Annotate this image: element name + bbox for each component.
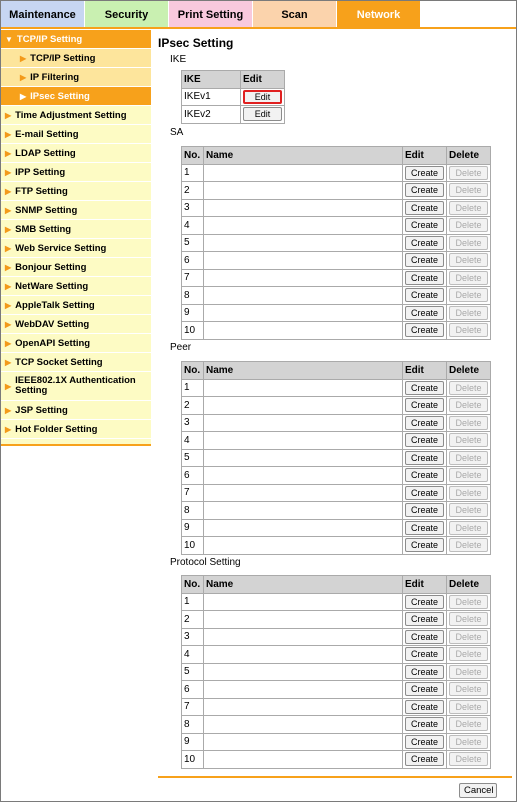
row-number: 2 [182,397,204,415]
triangle-right-icon: ▶ [5,338,12,348]
sidebar-item[interactable] [1,68,151,87]
sidebar-item[interactable] [1,49,151,68]
triangle-right-icon: ▶ [5,110,12,120]
peer-delete-button: Delete [449,503,488,517]
row-number: 7 [182,698,204,716]
peer-delete-button: Delete [449,398,488,412]
ike-name: IKEv1 [182,88,241,106]
sidebar-item[interactable] [1,372,151,401]
triangle-right-icon: ▶ [5,405,12,415]
ike-name: IKEv2 [182,106,241,124]
peer-create-button[interactable]: Create [405,433,444,447]
peer-delete-button: Delete [449,433,488,447]
table-row [182,164,491,182]
row-number: 6 [182,252,204,270]
triangle-right-icon: ▶ [5,262,12,272]
triangle-right-icon: ▶ [5,300,12,310]
sa-delete-button: Delete [449,183,488,197]
sa-create-button[interactable]: Create [405,218,444,232]
row-name [204,414,403,432]
row-name [204,698,403,716]
table-row [182,432,491,450]
table-row [182,182,491,200]
sidebar-item[interactable] [1,125,151,144]
protocol-delete-button: Delete [449,630,488,644]
sidebar-item[interactable] [1,315,151,334]
sa-create-button[interactable]: Create [405,271,444,285]
sidebar-item[interactable] [1,420,151,439]
protocol-delete-button: Delete [449,735,488,749]
sa-header-no: No. [182,147,204,165]
sa-delete-button: Delete [449,271,488,285]
row-number: 9 [182,733,204,751]
sa-delete-button: Delete [449,236,488,250]
table-row [182,467,491,485]
table-row [182,537,491,555]
sidebar-item[interactable] [1,258,151,277]
protocol-create-button[interactable]: Create [405,612,444,626]
row-number: 1 [182,164,204,182]
peer-delete-button: Delete [449,538,488,552]
row-name [204,537,403,555]
protocol-create-button[interactable]: Create [405,682,444,696]
edit-ikev2-button[interactable]: Edit [243,107,282,121]
triangle-right-icon: ▶ [5,224,12,234]
peer-header-no: No. [182,362,204,380]
table-row [182,449,491,467]
sidebar-item-label: NetWare Setting [15,280,89,292]
peer-delete-button: Delete [449,416,488,430]
sa-delete-button: Delete [449,218,488,232]
peer-delete-button: Delete [449,451,488,465]
sidebar-item[interactable] [1,220,151,239]
sidebar-item-label: JSP Setting [15,404,68,416]
sidebar-bottom-rule [1,444,151,446]
peer-delete-button: Delete [449,521,488,535]
triangle-right-icon: ▶ [5,167,12,177]
sa-section-label: SA [170,127,184,138]
row-number: 10 [182,537,204,555]
row-number: 3 [182,414,204,432]
peer-delete-button: Delete [449,381,488,395]
sidebar-item[interactable] [1,106,151,125]
sidebar-item[interactable] [1,87,151,106]
sidebar-item-label: IPP Setting [15,166,66,178]
peer-create-button[interactable]: Create [405,538,444,552]
row-name [204,663,403,681]
row-number: 6 [182,467,204,485]
table-row [182,484,491,502]
row-name [204,628,403,646]
sa-delete-button: Delete [449,201,488,215]
sa-create-button[interactable]: Create [405,183,444,197]
sidebar-item-label: TCP/IP Setting [16,33,83,45]
row-name [204,164,403,182]
sa-create-button[interactable]: Create [405,201,444,215]
sa-create-button[interactable]: Create [405,323,444,337]
triangle-right-icon: ▶ [20,53,27,63]
sa-delete-button: Delete [449,288,488,302]
table-row [182,199,491,217]
table-row [182,269,491,287]
ike-table [181,70,285,124]
peer-create-button[interactable]: Create [405,416,444,430]
peer-create-button[interactable]: Create [405,486,444,500]
peer-header-name: Name [204,362,403,380]
row-name [204,593,403,611]
peer-create-button[interactable]: Create [405,381,444,395]
sa-delete-button: Delete [449,253,488,267]
sidebar-item-label: TCP Socket Setting [15,356,103,368]
sidebar-item-label: SNMP Setting [15,204,78,216]
sidebar-item-label: Hot Folder Setting [15,423,98,435]
triangle-right-icon: ▶ [5,129,12,139]
table-row [182,379,491,397]
cancel-button[interactable]: Cancel [459,783,497,798]
table-row [182,751,491,769]
sidebar-item[interactable] [1,239,151,258]
protocol-delete-button: Delete [449,647,488,661]
protocol-create-button[interactable]: Create [405,595,444,609]
peer-header-delete: Delete [447,362,491,380]
row-number: 9 [182,519,204,537]
sa-create-button[interactable]: Create [405,306,444,320]
row-name [204,322,403,340]
row-name [204,681,403,699]
peer-create-button[interactable]: Create [405,503,444,517]
triangle-right-icon: ▶ [5,148,12,158]
row-number: 8 [182,502,204,520]
sidebar-item[interactable] [1,353,151,372]
triangle-right-icon: ▶ [5,424,12,434]
row-number: 4 [182,217,204,235]
sidebar-item[interactable] [1,30,151,49]
table-row [182,217,491,235]
sa-create-button[interactable]: Create [405,253,444,267]
table-row [182,716,491,734]
sidebar-item-label: AppleTalk Setting [15,299,95,311]
sidebar-item[interactable] [1,182,151,201]
sidebar-item[interactable] [1,201,151,220]
row-name [204,304,403,322]
triangle-right-icon: ▶ [5,205,12,215]
table-row [182,252,491,270]
row-name [204,733,403,751]
row-number: 6 [182,681,204,699]
protocol-create-button[interactable]: Create [405,735,444,749]
ike-edit-col-header: Edit [241,71,285,89]
table-row [182,628,491,646]
protocol-section-label: Protocol Setting [170,557,241,568]
sidebar-item-label: IEEE802.1X Authentication Setting [15,375,136,396]
table-row [182,519,491,537]
row-number: 7 [182,484,204,502]
tab-scan[interactable]: Scan [253,1,336,28]
triangle-right-icon: ▶ [20,91,27,101]
row-name [204,646,403,664]
sidebar-item[interactable] [1,401,151,420]
sa-delete-button: Delete [449,323,488,337]
row-name [204,432,403,450]
sidebar-item[interactable] [1,277,151,296]
row-name [204,611,403,629]
row-number: 9 [182,304,204,322]
row-number: 5 [182,449,204,467]
protocol-delete-button: Delete [449,612,488,626]
sidebar-item-label: WebDAV Setting [15,318,90,330]
peer-create-button[interactable]: Create [405,451,444,465]
sidebar-item[interactable] [1,163,151,182]
protocol-delete-button: Delete [449,665,488,679]
row-name [204,269,403,287]
table-row [182,287,491,305]
sa-delete-button: Delete [449,166,488,180]
tab-security[interactable]: Security [85,1,168,28]
triangle-right-icon: ▶ [5,381,12,391]
sidebar-item-label: Bonjour Setting [15,261,87,273]
row-name [204,751,403,769]
ike-col-header: IKE [182,71,241,89]
triangle-right-icon: ▶ [5,186,12,196]
sa-delete-button: Delete [449,306,488,320]
protocol-header-delete: Delete [447,576,491,594]
table-row [182,322,491,340]
row-name [204,199,403,217]
peer-create-button[interactable]: Create [405,521,444,535]
peer-delete-button: Delete [449,468,488,482]
row-number: 7 [182,269,204,287]
tab-network[interactable]: Network [337,1,420,28]
protocol-header-edit: Edit [403,576,447,594]
row-name [204,502,403,520]
row-name [204,182,403,200]
table-row [182,663,491,681]
sidebar [1,30,151,444]
row-name [204,484,403,502]
table-row [182,502,491,520]
row-name [204,252,403,270]
table-row [182,611,491,629]
triangle-down-icon: ▼ [5,34,13,44]
top-tab-bar [1,1,516,28]
sidebar-item-label: OpenAPI Setting [15,337,91,349]
peer-delete-button: Delete [449,486,488,500]
row-number: 4 [182,646,204,664]
sidebar-item-label: TCP/IP Setting [30,52,96,64]
protocol-header-name: Name [204,576,403,594]
row-name [204,234,403,252]
sidebar-item-label: Time Adjustment Setting [15,109,127,121]
row-name [204,519,403,537]
row-number: 5 [182,663,204,681]
protocol-create-button[interactable]: Create [405,647,444,661]
sa-create-button[interactable]: Create [405,288,444,302]
sidebar-item-label: E-mail Setting [15,128,79,140]
peer-create-button[interactable]: Create [405,398,444,412]
tab-underline [1,27,516,29]
table-row [182,414,491,432]
sa-header-delete: Delete [447,147,491,165]
peer-header-edit: Edit [403,362,447,380]
row-name [204,397,403,415]
row-number: 2 [182,182,204,200]
protocol-header-no: No. [182,576,204,594]
row-name [204,379,403,397]
sidebar-item[interactable] [1,296,151,315]
sa-header-name: Name [204,147,403,165]
sidebar-item-label: FTP Setting [15,185,68,197]
protocol-delete-button: Delete [449,700,488,714]
row-number: 4 [182,432,204,450]
protocol-delete-button: Delete [449,752,488,766]
row-name [204,467,403,485]
edit-ikev1-button[interactable]: Edit [243,90,282,104]
row-number: 1 [182,379,204,397]
peer-section-label: Peer [170,342,192,353]
sa-table [181,146,491,340]
table-row [182,234,491,252]
table-row [182,646,491,664]
row-number: 3 [182,199,204,217]
row-name [204,716,403,734]
row-number: 1 [182,593,204,611]
sidebar-item[interactable] [1,144,151,163]
row-number: 10 [182,322,204,340]
protocol-create-button[interactable]: Create [405,700,444,714]
row-number: 10 [182,751,204,769]
protocol-create-button[interactable]: Create [405,665,444,679]
sidebar-item-label: IP Filtering [30,71,80,83]
table-row [182,681,491,699]
protocol-create-button[interactable]: Create [405,717,444,731]
sa-header-edit: Edit [403,147,447,165]
triangle-right-icon: ▶ [5,319,12,329]
ike-section-label: IKE [170,54,187,65]
protocol-delete-button: Delete [449,682,488,696]
table-row [182,106,285,124]
table-row [182,88,285,106]
peer-create-button[interactable]: Create [405,468,444,482]
table-row [182,397,491,415]
triangle-right-icon: ▶ [5,243,12,253]
protocol-table [181,575,491,769]
row-name [204,217,403,235]
row-name [204,287,403,305]
row-number: 5 [182,234,204,252]
table-row [182,733,491,751]
triangle-right-icon: ▶ [5,281,12,291]
table-row [182,698,491,716]
sidebar-item-label: Web Service Setting [15,242,107,254]
sidebar-item-label: IPsec Setting [30,90,90,102]
sa-create-button[interactable]: Create [405,166,444,180]
protocol-create-button[interactable]: Create [405,752,444,766]
footer-rule [158,776,512,778]
row-name [204,449,403,467]
row-number: 8 [182,287,204,305]
sa-create-button[interactable]: Create [405,236,444,250]
triangle-right-icon: ▶ [5,357,12,367]
sidebar-item-label: SMB Setting [15,223,72,235]
protocol-create-button[interactable]: Create [405,630,444,644]
page-title: IPsec Setting [158,36,234,50]
table-row [182,593,491,611]
sidebar-item[interactable] [1,334,151,353]
row-number: 2 [182,611,204,629]
peer-table [181,361,491,555]
sidebar-item-label: LDAP Setting [15,147,76,159]
row-number: 8 [182,716,204,734]
tab-print-setting[interactable]: Print Setting [169,1,252,28]
table-row [182,304,491,322]
row-number: 3 [182,628,204,646]
tab-maintenance[interactable]: Maintenance [1,1,84,28]
protocol-delete-button: Delete [449,595,488,609]
protocol-delete-button: Delete [449,717,488,731]
triangle-right-icon: ▶ [20,72,27,82]
